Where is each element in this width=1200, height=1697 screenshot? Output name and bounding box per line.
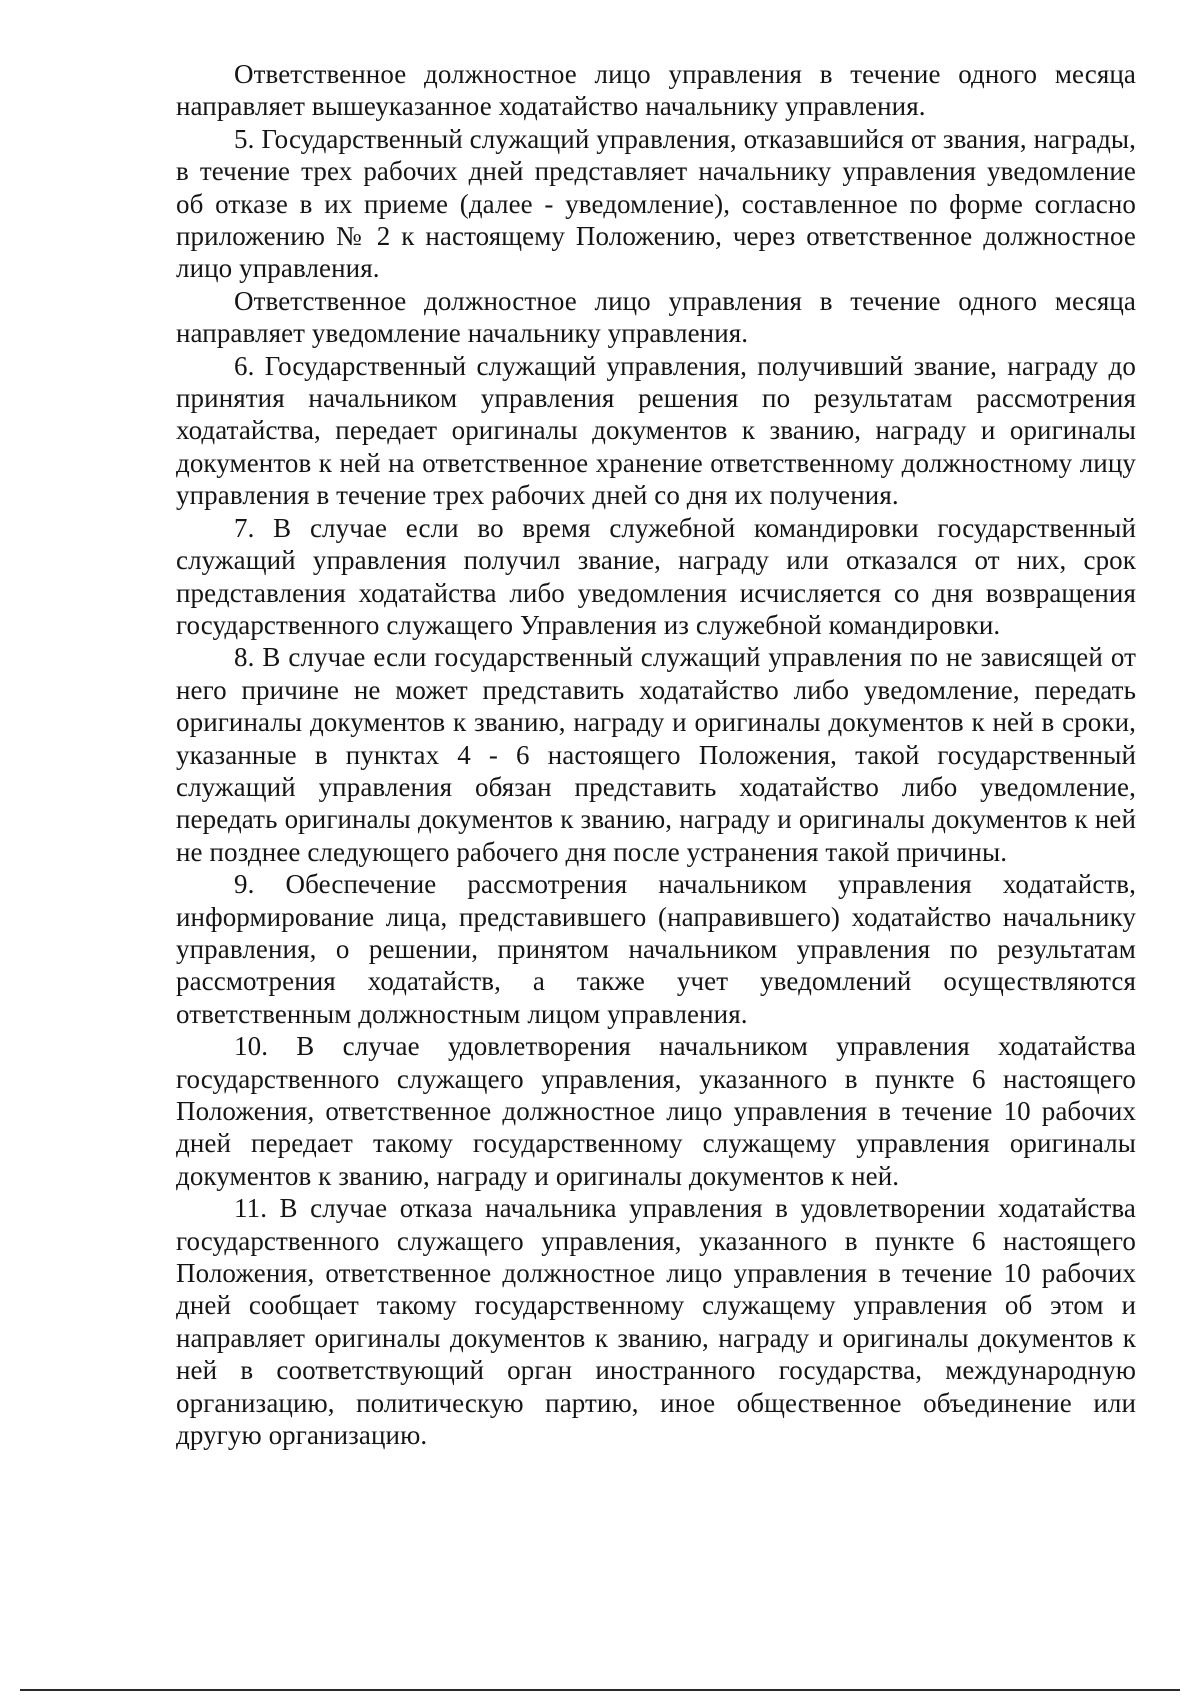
paragraph-responsible-official-petition: Ответственное должностное лицо управления в течение одного месяца направляет вышеуказанное ходатайство начальнику управления. — [176, 59, 1136, 122]
paragraph-responsible-official-notice: Ответственное должностное лицо управления в течение одного месяца направляет уведомление начальнику управления. — [176, 285, 1136, 349]
bottom-divider — [20, 1689, 1180, 1691]
paragraph-item-6: 6. Государственный служащий управления, получивший звание, награду до принятия начальником управления решения по результатам рассмотрения ходатайства, передает оригиналы документов к званию, награду и оригиналы документов к ней на ответственное хранение ответственному должностному лицу управления в течение трех рабочих дней со дня их получения. — [176, 350, 1136, 511]
paragraph-item-8: 8. В случае если государственный служащий управления по не зависящей от него причине не может представить ходатайство либо уведомление, передать оригиналы документов к званию, награду и оригиналы документов к ней в сроки, указанные в пунктах 4 - 6 настоящего Положения, такой государственный служащий управления обязан представить ходатайство либо уведомление, передать оригиналы документов к званию, награду и оригиналы документов к ней не позднее следующего рабочего дня после устранения такой причины. — [176, 642, 1136, 867]
paragraph-item-11: 11. В случае отказа начальника управления в удовлетворении ходатайства государственного служащего управления, указанного в пункте 6 настоящего Положения, ответственное должностное лицо управления в течение 10 рабочих дней сообщает такому государственному служащему управления об этом и направляет оригиналы документов к званию, награду и оригиналы документов к ней в соответствующий орган иностранного государства, международную организацию, политическую партию, иное общественное объединение или другую организацию. — [176, 1193, 1136, 1451]
paragraph-item-7: 7. В случае если во время служебной командировки государственный служащий управления получил звание, награду или отказался от них, срок представления ходатайства либо уведомления исчисляется со дня возвращения государственного служащего Управления из служебной командировки. — [176, 512, 1136, 640]
paragraph-item-9: 9. Обеспечение рассмотрения начальником управления ходатайств, информирование лица, представившего (направившего) ходатайство начальнику управления, о решении, принятом начальником управления по результатам рассмотрения ходатайств, а также учет уведомлений осуществляются ответственным должностным лицом управления. — [176, 869, 1136, 1029]
paragraph-item-5: 5. Государственный служащий управления, отказавшийся от звания, награды, в течение трех рабочих дней представляет начальнику управления уведомление об отказе в их приеме (далее - уведомление), составленное по форме согласно приложению № 2 к настоящему Положению, через ответственное должностное лицо управления. — [176, 123, 1136, 284]
paragraph-item-10: 10. В случае удовлетворения начальником управления ходатайства государственного служащего управления, указанного в пункте 6 настоящего Положения, ответственное должностное лицо управления в течение 10 рабочих дней передает такому государственному служащему управления оригиналы документов к званию, награду и оригиналы документов к ней. — [176, 1031, 1136, 1191]
document-body — [176, 58, 1136, 1451]
